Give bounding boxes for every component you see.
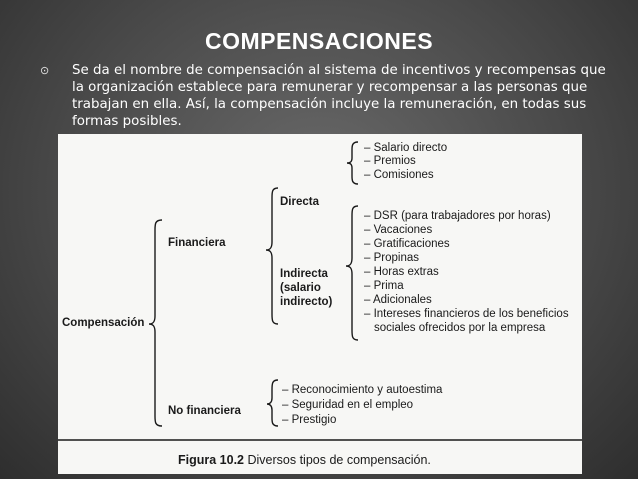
compensation-diagram [58, 134, 582, 474]
brace-directa [347, 142, 358, 184]
brace-no-financiera [267, 380, 278, 426]
list-item: – Comisiones [364, 169, 434, 181]
list-item: – Reconocimiento y autoestima [282, 384, 443, 396]
compensation-figure [58, 134, 582, 474]
list-item: – Prestigio [282, 414, 337, 426]
list-item: – Premios [364, 155, 416, 167]
list-item: – Propinas [364, 252, 419, 264]
label-financiera: Financiera [168, 237, 226, 249]
list-item: – Vacaciones [364, 224, 433, 236]
brace-compensacion [149, 220, 162, 426]
brace-indirecta [346, 206, 358, 340]
label-compensacion: Compensación [62, 317, 145, 329]
list-item: – Intereses financieros de los beneficios [364, 308, 569, 320]
slide-title: COMPENSACIONES [204, 28, 434, 54]
label-indirecta-3: indirecto) [280, 296, 333, 308]
list-item-continuation: sociales ofrecidos por la empresa [374, 322, 546, 334]
list-item: – Seguridad en el empleo [282, 399, 414, 411]
list-item: – DSR (para trabajadores por horas) [364, 210, 551, 222]
figure-caption: Figura 10.2 Diversos tipos de compensación. [178, 453, 431, 467]
brace-financiera [266, 188, 278, 324]
slide-paragraph: Se da el nombre de compensación al sistema de incentivos y recompensas que la organización establece para remunerar y recompensar a las personas que trabajan en ella. Así, la compensación incluye la remuneración, en todas sus formas posibles. [72, 63, 606, 129]
label-indirecta-2: (salario [280, 282, 321, 294]
label-directa: Directa [280, 196, 319, 208]
list-item: – Adicionales [364, 294, 432, 306]
list-item: – Salario directo [364, 142, 448, 154]
target-bullet-icon: ⊙ [40, 65, 50, 77]
list-item: – Horas extras [364, 266, 439, 278]
list-item: – Gratificaciones [364, 238, 450, 250]
label-indirecta-1: Indirecta [280, 268, 328, 280]
list-item: – Prima [364, 280, 404, 292]
label-no-financiera: No financiera [168, 405, 241, 417]
